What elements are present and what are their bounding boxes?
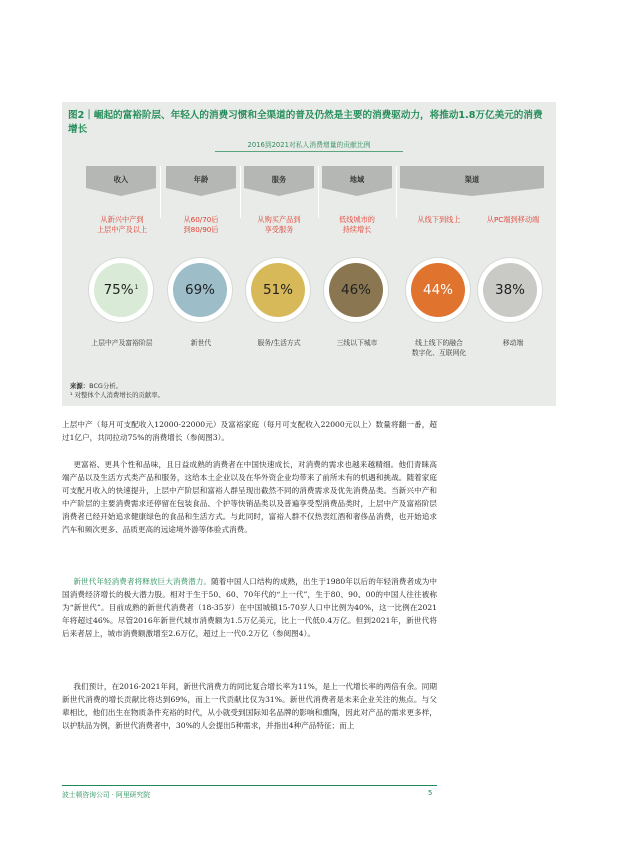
source-text: BCG分析。 (89, 382, 123, 390)
value-text: 69% (184, 282, 215, 298)
footnote: ¹ 对整体个人消费增长的贡献率。 (70, 391, 165, 399)
driver-text (80, 215, 164, 235)
segment-label (318, 338, 396, 348)
driver-text (162, 215, 240, 235)
category-label: 服务 (271, 175, 287, 184)
value-circle (406, 258, 470, 322)
category-age (166, 166, 236, 196)
value-text: 44% (422, 282, 453, 298)
category-label: 渠道 (464, 175, 480, 184)
segment-label (162, 338, 240, 348)
segment-label-text: 上层中产及富裕阶层 (91, 339, 153, 347)
body-paragraph-2: 更富裕、更具个性和品味，且日益成熟的消费者在中国快速成长，对消费的需求也越来越精细。他们青睐高端产品以及生活方式类产品和服务，这给本土企业以及在华外资企业均带来了前所未有的机遇和挑战。随着家庭可支配月收入的快速提升，上层中产阶层和富裕人群呈现出截然不同的消费需求及优先消费品类。当新兴中产和中产阶层的主要消费需求还停留在包装食品、个护等快销品类以及普遍享受型消费品类时，上层中产及富裕阶层消费者已经开始追求健康绿色的食品和生活方式。与此同时，富裕人群不仅热衷红酒和奢侈品消费，也开始追求汽车和频次更多、品质更高的远途境外游等体验式消费。 (62, 460, 437, 534)
category-label: 地域 (349, 175, 365, 184)
driver-text (318, 215, 396, 235)
category-region (322, 166, 392, 196)
segment-label (240, 338, 318, 348)
figure-title: 图2｜崛起的富裕阶层、年轻人的消费习惯和全渠道的普及仍然是主要的消费驱动力，将推动1.8万亿美元的消费增长 (68, 110, 543, 135)
driver-label: 从60/70后 到80/90后 (183, 215, 219, 234)
source-line (70, 382, 164, 391)
driver-label: 低线城市的 持续增长 (339, 215, 375, 234)
value-text: 38% (494, 282, 525, 298)
category-service (244, 166, 314, 196)
column-divider (318, 166, 319, 218)
driver-label: 从PC端到移动端 (486, 215, 540, 224)
column-divider (396, 166, 397, 218)
value-fill (483, 263, 537, 317)
value-fill (251, 263, 305, 317)
value-fill (329, 263, 383, 317)
figure-subtitle: 2016到2021对私人消费增量的贡献比例 (247, 141, 371, 149)
page-number: 5 (428, 789, 433, 797)
paragraph-text: 随着中国人口结构的成熟，出生于1980年以后的年轻消费者成为中国消费经济增长的极大潜力股。相对于生于50、60、70年代的“上一代”，生于80、90、00的中国人往往被称为“新世代”。目前成熟的新世代消费者（18-35岁）在中国城镇15-70岁人口中比例为40%，这一比例在2021年将超过46%。尽管2016年新世代城市消费额为1.5万亿美元，比上一代低0.4万亿。但到2021年，新世代将后来者居上，城市消费额激增至2.6万亿，超过上一代0.2万亿（参阅图4）。 (62, 577, 438, 638)
driver-label: 从购买产品到 享受服务 (257, 215, 301, 234)
body-paragraph-1: 上层中产（每月可支配收入12000-22000元）及富裕家庭（每月可支配收入22000元以上）数量将翻一番，超过1亿户，共同拉动75%的消费增长（参阅图3）。 (62, 420, 437, 442)
driver-label: 从新兴中产到 上层中产及以上 (96, 215, 148, 234)
value-circle (324, 258, 388, 322)
value-text: 46% (340, 282, 371, 298)
body-paragraph-3 (62, 575, 437, 640)
column-divider (160, 166, 161, 218)
segment-label-text: 线上线下的融合 数字化、互联网化 (411, 339, 467, 357)
value-text: 75% (103, 282, 134, 298)
footer-divider (62, 785, 437, 786)
value-fill (411, 263, 465, 317)
segment-label-text: 三线以下城市 (336, 339, 378, 347)
category-channel (400, 166, 544, 196)
category-label: 收入 (113, 175, 129, 184)
paragraph-lead: 新世代年轻消费者将释放巨大消费潜力。 (73, 577, 212, 586)
value-fill (94, 263, 148, 317)
figure-source (70, 382, 164, 400)
footer-publisher: 波士顿咨询公司 · 阿里研究院 (62, 791, 151, 799)
source-label: 来源： (70, 382, 90, 390)
segment-label (472, 338, 554, 348)
segment-label (396, 338, 482, 358)
segment-label-text: 服务/生活方式 (257, 339, 301, 347)
footnote-mark: 1 (134, 283, 139, 291)
driver-text (472, 215, 554, 225)
driver-label: 从线下到线上 (417, 215, 461, 224)
value-text: 51% (262, 282, 293, 298)
category-label: 年龄 (193, 175, 209, 184)
value-circle (246, 258, 310, 322)
subtitle-underline (215, 151, 403, 152)
value-fill (173, 263, 227, 317)
segment-label (74, 338, 170, 348)
value-circle (89, 258, 153, 322)
body-paragraph-4: 我们预计，在2016-2021年间，新世代消费力的同比复合增长率为11%，是上一代增长率的两倍有余。同期新世代消费的增长贡献比将达到69%，而上一代贡献比仅为31%。新世代消费者是未来企业关注的焦点。与父辈相比，他们出生在物质条件充裕的时代，从小就受到国际知名品牌的影响和熏陶，因此对产品的需求更多样，以护肤品为例，新世代消费者中，30%的人会提出5种需求，并指出4种产品特征；而上 (62, 682, 437, 730)
segment-label-text: 移动端 (502, 339, 524, 347)
column-divider (240, 166, 241, 218)
category-income (86, 166, 156, 196)
value-circle (478, 258, 542, 322)
segment-label-text: 新世代 (190, 339, 212, 347)
driver-text (400, 215, 478, 225)
value-circle (168, 258, 232, 322)
driver-text (240, 215, 318, 235)
